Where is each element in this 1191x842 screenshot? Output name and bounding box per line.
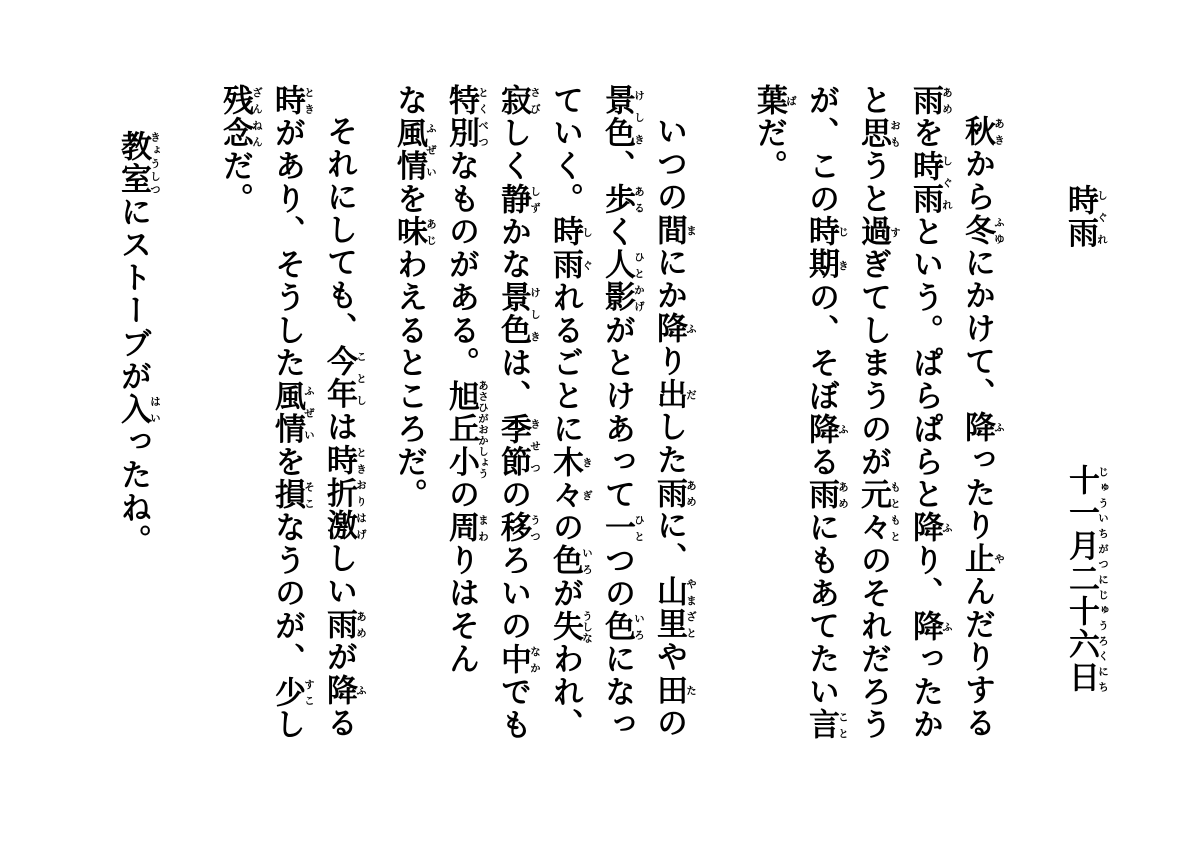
essay-paragraph-1: 秋あきから冬ふゆにかけて、降ふったり止やんだりする 雨あめを時雨しぐれという。ぱらぱらと降ふり、降ふったか と思おもうと過すぎてしまうのが元々もともとのそれだろう が、この時期じきの、そぼ降ふる雨あめにもあてたい言こと 葉ばだ。 [751, 84, 1005, 742]
essay-title: 時雨しぐれ [1062, 184, 1108, 250]
essay-date: 十一月二十六日じゅういちがつにじゅうろくにち [1063, 464, 1109, 695]
essay-paragraph-2: いつの間まにか降ふり出だした雨あめに、山里やまざとや田たの 景色けしき、歩あるく人影ひとかげがとけあって一ひとつの色いろになっ ていく。時し雨ぐれるごとに木々きぎの色いろが失うしなわれ、 寂さびしく静しずかな景色けしきは、季節きせつの移うつろいの中なかでも 特別とくべつなものがある。旭丘小あさひがおかしょうの周まわりはそん な風情ふぜいを味あじわえるところだ。 [391, 84, 697, 742]
essay-paragraph-3: それにしても、今年ことしは時折ときおり激はげしい雨あめが降ふる 時ときがあり、そうした風情ふぜいを損そこなうのが、少すこし 残念ざんねんだ。 [217, 84, 367, 742]
classroom-note: 教室きょうしつにストーブが入はいったね。 [115, 130, 161, 558]
